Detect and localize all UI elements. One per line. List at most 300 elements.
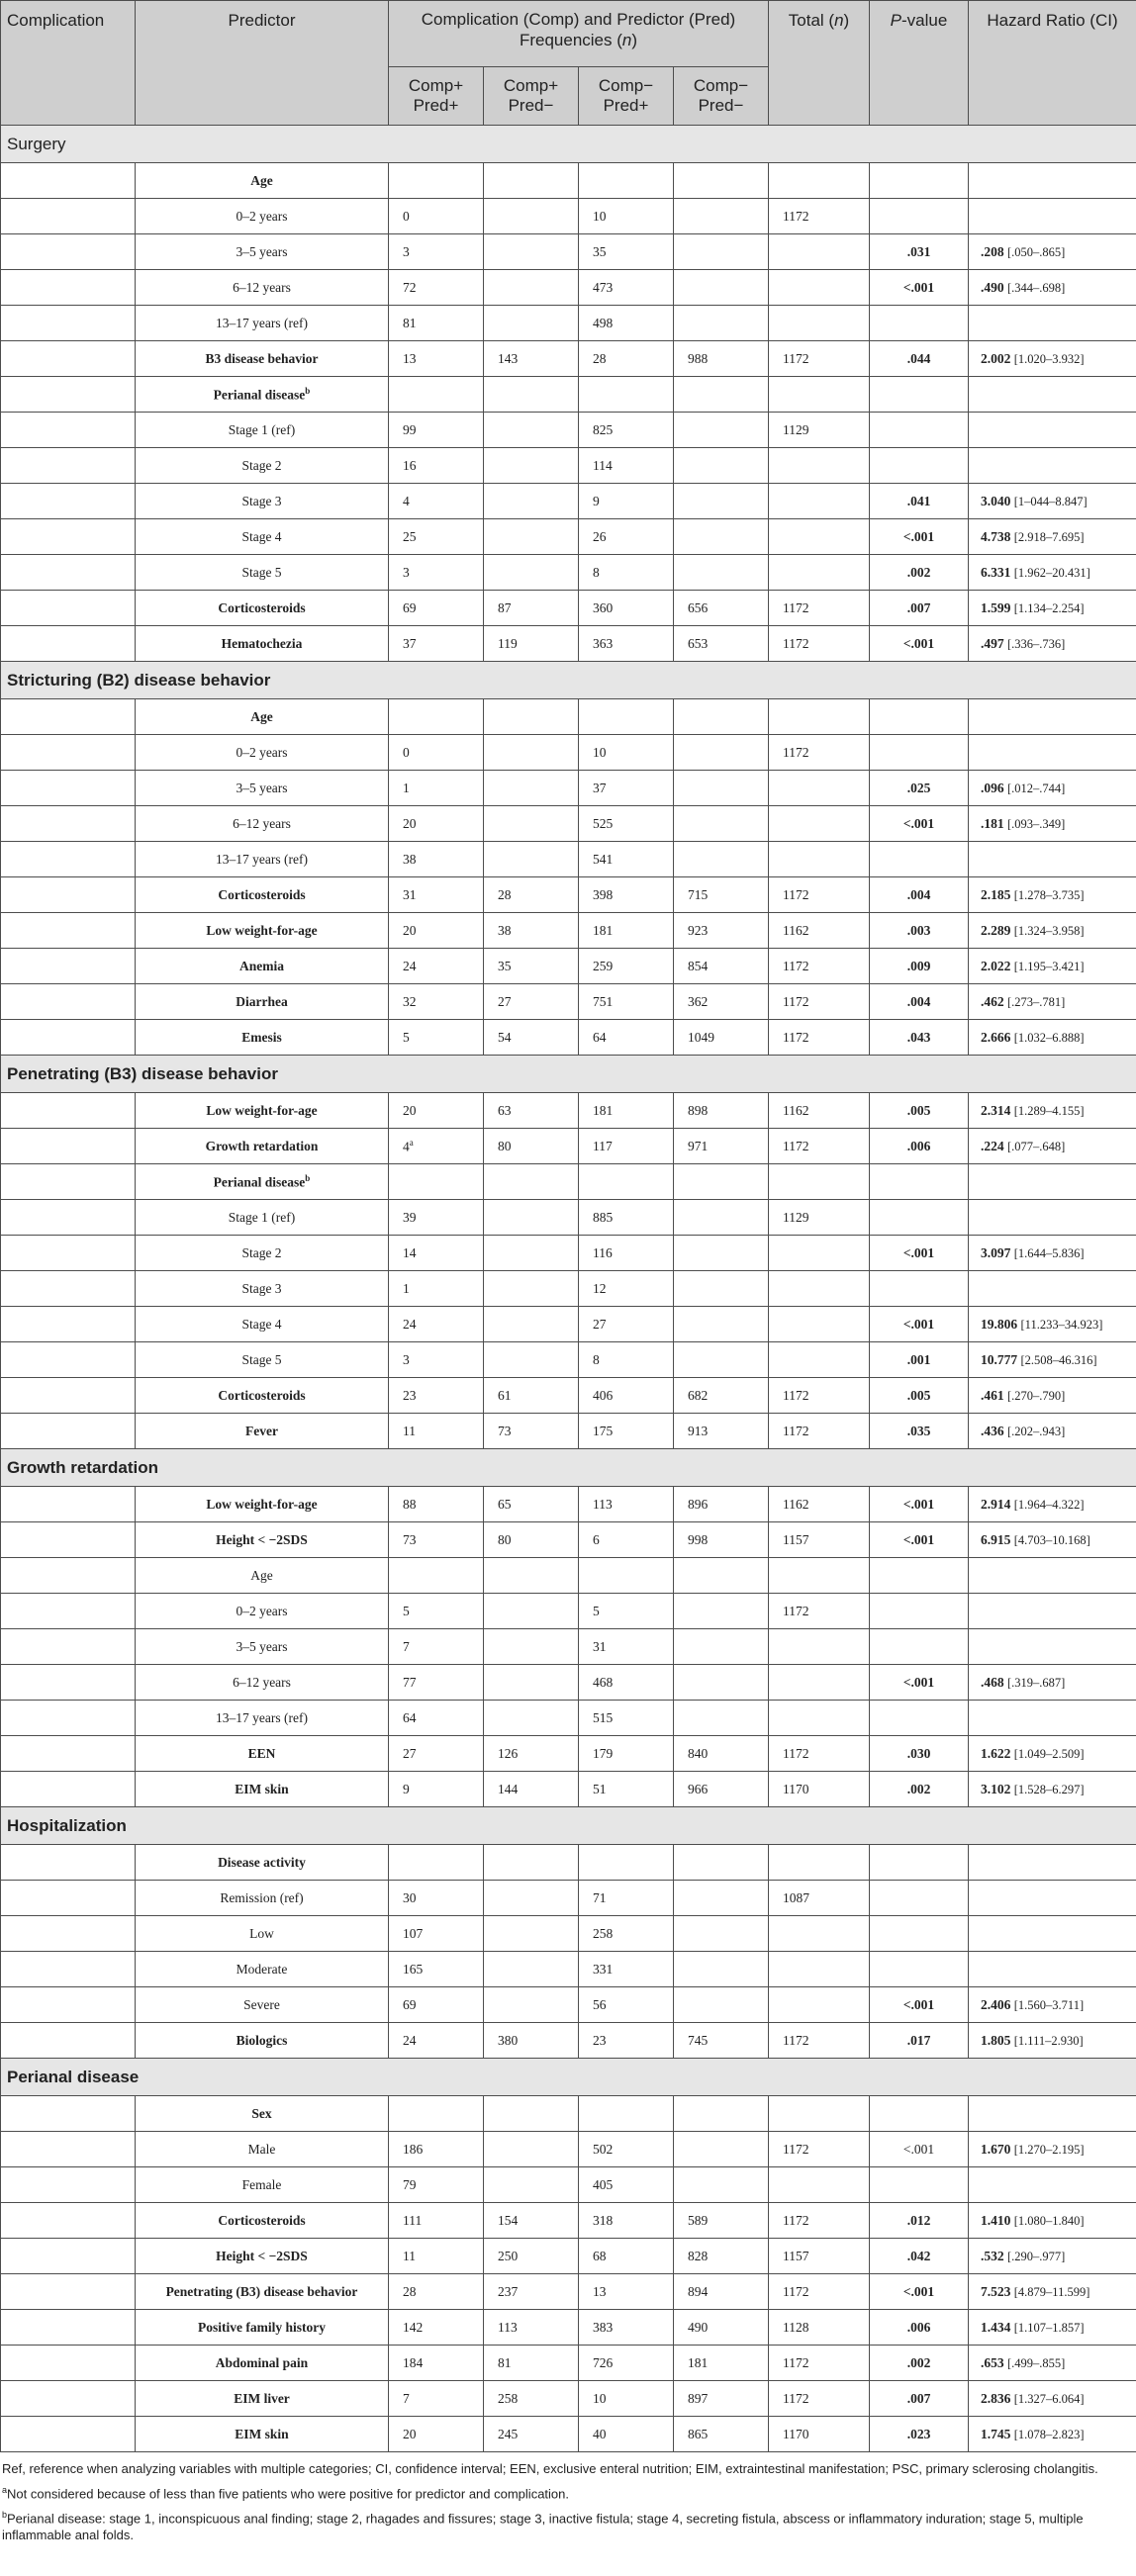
comp-pos-pred-neg-cell [484, 2274, 579, 2310]
total-value: 1172 [783, 1387, 809, 1403]
predictor-cell [136, 949, 389, 984]
comp-neg-pred-pos-value: 406 [593, 1387, 614, 1403]
confidence-interval: [.202–.943] [1007, 1424, 1066, 1438]
complication-cell [1, 1881, 136, 1916]
comp-pos-pred-neg-cell [484, 842, 579, 877]
pvalue-cell: .004 [870, 877, 969, 913]
pvalue-cell: .006 [870, 2310, 969, 2346]
table-row [1, 1487, 1136, 1522]
table-row [1, 2132, 1136, 2167]
predictor-label: Hematochezia [221, 635, 303, 651]
comp-pos-pred-neg-value: 80 [498, 1531, 512, 1547]
section-title: Hospitalization [1, 1807, 1136, 1845]
comp-pos-pred-pos-cell [389, 2239, 484, 2274]
comp-pos-pred-pos-value: 184 [403, 2354, 424, 2370]
footnote-b-mark: b [2, 2510, 8, 2521]
comp-neg-pred-neg-value: 913 [688, 1423, 709, 1438]
comp-neg-pred-neg-cell [674, 1378, 769, 1414]
total-value: 1172 [783, 2354, 809, 2370]
comp-pos-pred-pos-cell [389, 1236, 484, 1271]
comp-pos-pred-pos-value: 69 [403, 1996, 417, 2012]
predictor-label: Perianal disease [213, 1174, 306, 1190]
table-row [1, 1987, 1136, 2023]
comp-neg-pred-neg-value: 653 [688, 635, 709, 651]
comp-pos-pred-pos-value: 38 [403, 851, 417, 867]
total-value: 1172 [783, 208, 809, 224]
total-cell [769, 234, 870, 270]
total-cell [769, 1987, 870, 2023]
comp-pos-pred-neg-cell [484, 626, 579, 662]
hazard-ratio-value: 2.666 [981, 1029, 1011, 1045]
total-value: 1172 [783, 2141, 809, 2157]
complication-cell [1, 1665, 136, 1701]
comp-neg-pred-neg-cell [674, 413, 769, 448]
comp-neg-pred-pos-value: 525 [593, 815, 614, 831]
predictor-cell [136, 626, 389, 662]
comp-neg-pred-pos-cell [579, 2132, 674, 2167]
header-comp-neg-pred-pos: Comp− Pred+ [579, 67, 674, 126]
confidence-interval: [1.270–2.195] [1013, 2142, 1085, 2157]
predictor-cell [136, 1129, 389, 1164]
comp-neg-pred-pos-value: 541 [593, 851, 614, 867]
comp-neg-pred-pos-cell [579, 626, 674, 662]
predictor-label: Stage 3 [241, 1280, 282, 1296]
confidence-interval: [1.080–1.840] [1013, 2213, 1085, 2228]
predictor-label: Low weight-for-age [206, 1496, 318, 1512]
predictor-cell [136, 877, 389, 913]
pvalue-cell [870, 1629, 969, 1665]
pvalue-cell: .001 [870, 1342, 969, 1378]
total-cell [769, 1772, 870, 1807]
comp-pos-pred-pos-value: 3 [403, 243, 410, 259]
table-row [1, 842, 1136, 877]
comp-neg-pred-neg-cell [674, 1342, 769, 1378]
predictor-label: 3–5 years [236, 1638, 288, 1654]
comp-pos-pred-neg-cell [484, 2310, 579, 2346]
comp-pos-pred-neg-cell [484, 2023, 579, 2059]
comp-neg-pred-pos-value: 331 [593, 1961, 614, 1977]
comp-pos-pred-pos-cell [389, 771, 484, 806]
table-row [1, 1164, 1136, 1200]
comp-pos-pred-pos-value: 20 [403, 2426, 417, 2441]
comp-pos-pred-neg-cell [484, 1414, 579, 1449]
comp-neg-pred-neg-cell [674, 2203, 769, 2239]
comp-pos-pred-pos-cell [389, 2346, 484, 2381]
comp-neg-pred-neg-cell [674, 2167, 769, 2203]
comp-neg-pred-neg-value: 898 [688, 1102, 709, 1118]
comp-pos-pred-pos-value: 16 [403, 457, 417, 473]
confidence-interval: [.336–.736] [1007, 636, 1066, 651]
table-row [1, 2274, 1136, 2310]
predictor-cell [136, 1093, 389, 1129]
pvalue-cell: <.001 [870, 270, 969, 306]
total-value: 1172 [783, 1745, 809, 1761]
hazard-ratio-cell [969, 1414, 1136, 1449]
comp-pos-pred-pos-cell [389, 1881, 484, 1916]
pvalue-cell: .007 [870, 591, 969, 626]
pvalue-cell [870, 1701, 969, 1736]
comp-pos-pred-neg-cell [484, 2096, 579, 2132]
predictor-label: Corticosteroids [218, 599, 306, 615]
confidence-interval: [1.134–2.254] [1013, 600, 1085, 615]
comp-neg-pred-pos-cell [579, 2346, 674, 2381]
complication-cell [1, 270, 136, 306]
hazard-ratio-cell [969, 1522, 1136, 1558]
total-value: 1170 [783, 2426, 809, 2441]
predictor-label: Stage 5 [241, 1351, 282, 1367]
comp-neg-pred-pos-value: 26 [593, 528, 607, 544]
complication-cell [1, 2346, 136, 2381]
comp-neg-pred-neg-cell [674, 2310, 769, 2346]
total-value: 1129 [783, 1209, 809, 1225]
complication-cell [1, 1378, 136, 1414]
comp-pos-pred-pos-value: 0 [403, 208, 410, 224]
table-row [1, 699, 1136, 735]
predictor-cell [136, 1916, 389, 1952]
total-value: 1172 [783, 2390, 809, 2406]
hazard-ratio-value: 1.434 [981, 2319, 1011, 2335]
comp-neg-pred-pos-value: 5 [593, 1603, 600, 1618]
comp-neg-pred-pos-cell [579, 2417, 674, 2452]
comp-pos-pred-pos-value: 3 [403, 1351, 410, 1367]
comp-neg-pred-pos-cell [579, 1164, 674, 1200]
confidence-interval: [1.278–3.735] [1013, 887, 1085, 902]
complication-cell [1, 2096, 136, 2132]
comp-neg-pred-pos-value: 8 [593, 564, 600, 580]
comp-pos-pred-neg-value: 87 [498, 599, 512, 615]
predictor-cell [136, 2023, 389, 2059]
comp-neg-pred-pos-value: 825 [593, 421, 614, 437]
comp-neg-pred-neg-value: 181 [688, 2354, 709, 2370]
complication-cell [1, 519, 136, 555]
predictor-label: Height < −2SDS [216, 2248, 308, 2263]
comp-neg-pred-neg-cell [674, 306, 769, 341]
total-value: 1172 [783, 2283, 809, 2299]
pvalue-cell: .031 [870, 234, 969, 270]
comp-neg-pred-pos-cell [579, 1629, 674, 1665]
total-cell [769, 1629, 870, 1665]
comp-pos-pred-pos-value: 142 [403, 2319, 424, 2335]
predictor-cell [136, 1952, 389, 1987]
table-row [1, 163, 1136, 199]
comp-pos-pred-pos-cell [389, 1164, 484, 1200]
table-row [1, 626, 1136, 662]
comp-pos-pred-pos-cell [389, 1200, 484, 1236]
total-value: 1172 [783, 958, 809, 973]
comp-neg-pred-pos-cell [579, 591, 674, 626]
table-row [1, 591, 1136, 626]
comp-pos-pred-neg-value: 143 [498, 350, 519, 366]
complication-cell [1, 806, 136, 842]
complication-cell [1, 1522, 136, 1558]
comp-neg-pred-neg-cell [674, 1522, 769, 1558]
comp-pos-pred-pos-cell [389, 1952, 484, 1987]
complication-cell [1, 626, 136, 662]
total-cell [769, 1236, 870, 1271]
complication-cell [1, 306, 136, 341]
complication-cell [1, 877, 136, 913]
comp-neg-pred-pos-value: 68 [593, 2248, 607, 2263]
total-cell [769, 2310, 870, 2346]
comp-neg-pred-pos-value: 51 [593, 1781, 607, 1796]
comp-neg-pred-pos-cell [579, 1952, 674, 1987]
predictor-cell [136, 1522, 389, 1558]
comp-pos-pred-pos-value: 64 [403, 1709, 417, 1725]
comp-neg-pred-neg-cell [674, 1665, 769, 1701]
comp-neg-pred-neg-cell [674, 1772, 769, 1807]
comp-neg-pred-pos-value: 13 [593, 2283, 607, 2299]
comp-pos-pred-neg-value: 258 [498, 2390, 519, 2406]
comp-pos-pred-neg-value: 113 [498, 2319, 518, 2335]
comp-neg-pred-neg-cell [674, 2132, 769, 2167]
table-row [1, 2239, 1136, 2274]
predictor-label: Diarrhea [236, 993, 288, 1009]
hazard-ratio-cell [969, 1987, 1136, 2023]
comp-pos-pred-neg-cell [484, 735, 579, 771]
comp-pos-pred-pos-value: 24 [403, 958, 417, 973]
comp-neg-pred-neg-value: 971 [688, 1138, 709, 1153]
predictor-label: EEN [247, 1745, 276, 1761]
comp-neg-pred-pos-cell [579, 413, 674, 448]
pvalue-cell [870, 842, 969, 877]
hazard-ratio-cell [969, 1701, 1136, 1736]
comp-pos-pred-pos-cell [389, 2310, 484, 2346]
comp-pos-pred-pos-cell [389, 1307, 484, 1342]
hazard-ratio-cell [969, 1378, 1136, 1414]
comp-pos-pred-neg-value: 27 [498, 993, 512, 1009]
comp-neg-pred-pos-cell [579, 1129, 674, 1164]
comp-neg-pred-neg-cell [674, 1558, 769, 1594]
total-value: 1087 [783, 1889, 809, 1905]
total-cell [769, 341, 870, 377]
header-frequencies-text: Complication (Comp) and Predictor (Pred) Frequencies (n) [421, 10, 736, 50]
comp-neg-pred-neg-cell [674, 519, 769, 555]
comp-pos-pred-neg-cell [484, 1020, 579, 1056]
total-cell [769, 1845, 870, 1881]
predictor-label: Abdominal pain [215, 2354, 309, 2370]
hazard-ratio-cell [969, 1665, 1136, 1701]
table-row [1, 1881, 1136, 1916]
total-cell [769, 2417, 870, 2452]
predictor-label: Age [250, 708, 273, 724]
comp-pos-pred-pos-cell [389, 2381, 484, 2417]
predictor-cell [136, 234, 389, 270]
comp-neg-pred-neg-value: 490 [688, 2319, 709, 2335]
complication-cell [1, 2023, 136, 2059]
confidence-interval: [1.107–1.857] [1013, 2320, 1085, 2335]
hazard-ratio-cell [969, 1558, 1136, 1594]
complication-cell [1, 1342, 136, 1378]
comp-pos-pred-pos-cell [389, 2023, 484, 2059]
comp-neg-pred-neg-value: 894 [688, 2283, 709, 2299]
comp-neg-pred-neg-cell [674, 2417, 769, 2452]
predictor-cell [136, 1200, 389, 1236]
comp-pos-pred-neg-cell [484, 1200, 579, 1236]
comp-pos-pred-pos-value: 1 [403, 780, 410, 795]
value-footnote-mark: a [409, 1137, 414, 1148]
comp-pos-pred-pos-cell [389, 199, 484, 234]
comp-pos-pred-pos-value: 13 [403, 350, 417, 366]
pvalue-cell: .002 [870, 1772, 969, 1807]
complication-cell [1, 1164, 136, 1200]
complication-cell [1, 2417, 136, 2452]
comp-neg-pred-pos-value: 318 [593, 2212, 614, 2228]
predictor-label: Penetrating (B3) disease behavior [165, 2283, 358, 2299]
table-body [1, 126, 1136, 2452]
comp-neg-pred-pos-value: 116 [593, 1244, 613, 1260]
hazard-ratio-cell [969, 1736, 1136, 1772]
section-header-row [1, 2059, 1136, 2096]
hazard-ratio-cell [969, 2023, 1136, 2059]
footnote-a [2, 2482, 1136, 2502]
comp-neg-pred-pos-value: 363 [593, 635, 614, 651]
predictor-cell [136, 1164, 389, 1200]
comp-pos-pred-pos-cell [389, 413, 484, 448]
section-title: Penetrating (B3) disease behavior [1, 1056, 1136, 1093]
comp-neg-pred-neg-value: 715 [688, 886, 709, 902]
predictor-cell [136, 448, 389, 484]
comp-neg-pred-neg-value: 998 [688, 1531, 709, 1547]
hazard-ratio-cell [969, 341, 1136, 377]
comp-neg-pred-neg-cell [674, 1881, 769, 1916]
comp-neg-pred-neg-cell [674, 842, 769, 877]
hazard-ratio-value: 2.314 [981, 1102, 1011, 1118]
comp-neg-pred-pos-cell [579, 984, 674, 1020]
comp-neg-pred-neg-cell [674, 735, 769, 771]
total-value: 1170 [783, 1781, 809, 1796]
predictor-cell [136, 519, 389, 555]
table-row [1, 555, 1136, 591]
predictor-cell [136, 1881, 389, 1916]
comp-neg-pred-pos-value: 383 [593, 2319, 614, 2335]
total-value: 1162 [783, 1102, 809, 1118]
comp-neg-pred-neg-cell [674, 270, 769, 306]
predictor-cell [136, 2346, 389, 2381]
confidence-interval: [1.644–5.836] [1013, 1245, 1085, 1260]
comp-pos-pred-neg-cell [484, 1736, 579, 1772]
comp-pos-pred-pos-cell [389, 1665, 484, 1701]
comp-neg-pred-neg-cell [674, 984, 769, 1020]
comp-pos-pred-neg-value: 61 [498, 1387, 512, 1403]
table-row [1, 1093, 1136, 1129]
comp-neg-pred-pos-cell [579, 1701, 674, 1736]
comp-pos-pred-pos-value: 88 [403, 1496, 417, 1512]
complication-cell [1, 413, 136, 448]
comp-pos-pred-pos-value: 1 [403, 1280, 410, 1296]
comp-pos-pred-neg-cell [484, 2417, 579, 2452]
confidence-interval: [1.049–2.509] [1013, 1746, 1085, 1761]
hazard-ratio-value: .096 [981, 780, 1004, 795]
predictor-cell [136, 913, 389, 949]
comp-pos-pred-neg-cell [484, 771, 579, 806]
predictor-cell [136, 1987, 389, 2023]
predictor-label: Fever [245, 1423, 278, 1438]
comp-pos-pred-neg-cell [484, 1594, 579, 1629]
predictor-label: Height < −2SDS [216, 1531, 308, 1547]
comp-neg-pred-pos-cell [579, 555, 674, 591]
comp-neg-pred-pos-cell [579, 699, 674, 735]
comp-pos-pred-pos-value: 5 [403, 1029, 410, 1045]
total-cell [769, 448, 870, 484]
comp-pos-pred-pos-value: 24 [403, 2032, 417, 2048]
pvalue-cell [870, 1881, 969, 1916]
table-row [1, 1701, 1136, 1736]
comp-neg-pred-neg-value: 1049 [688, 1029, 714, 1045]
total-cell [769, 199, 870, 234]
table-row [1, 1236, 1136, 1271]
comp-pos-pred-neg-value: 126 [498, 1745, 519, 1761]
total-cell [769, 913, 870, 949]
comp-neg-pred-neg-cell [674, 1952, 769, 1987]
comp-pos-pred-pos-cell [389, 2417, 484, 2452]
comp-pos-pred-pos-value: 165 [403, 1961, 424, 1977]
comp-pos-pred-pos-cell [389, 270, 484, 306]
comp-neg-pred-pos-value: 259 [593, 958, 614, 973]
hazard-ratio-cell [969, 234, 1136, 270]
table-row [1, 2417, 1136, 2452]
total-cell [769, 2346, 870, 2381]
comp-pos-pred-pos-cell [389, 1271, 484, 1307]
comp-neg-pred-pos-cell [579, 1378, 674, 1414]
comp-pos-pred-neg-value: 65 [498, 1496, 512, 1512]
table-row [1, 2023, 1136, 2059]
comp-neg-pred-neg-value: 897 [688, 2390, 709, 2406]
comp-pos-pred-pos-cell [389, 2132, 484, 2167]
predictor-cell [136, 591, 389, 626]
total-cell [769, 1558, 870, 1594]
hazard-ratio-cell [969, 2203, 1136, 2239]
predictor-label: Stage 2 [241, 1244, 282, 1260]
predictor-label: Low [249, 1925, 274, 1941]
comp-pos-pred-pos-value: 81 [403, 315, 417, 330]
comp-neg-pred-pos-cell [579, 913, 674, 949]
predictor-label: Stage 3 [241, 493, 282, 508]
total-value: 1162 [783, 922, 809, 938]
table-row [1, 1845, 1136, 1881]
comp-neg-pred-neg-value: 923 [688, 922, 709, 938]
comp-neg-pred-pos-cell [579, 735, 674, 771]
comp-neg-pred-pos-cell [579, 484, 674, 519]
comp-pos-pred-pos-cell [389, 448, 484, 484]
hazard-ratio-cell [969, 1342, 1136, 1378]
comp-pos-pred-neg-cell [484, 1845, 579, 1881]
header-total: Total (n) [769, 1, 870, 126]
total-cell [769, 2381, 870, 2417]
total-value: 1162 [783, 1496, 809, 1512]
hazard-ratio-value: 2.914 [981, 1496, 1011, 1512]
comp-neg-pred-pos-cell [579, 2381, 674, 2417]
hazard-ratio-cell [969, 1164, 1136, 1200]
comp-neg-pred-neg-cell [674, 2274, 769, 2310]
confidence-interval: [.077–.648] [1007, 1139, 1066, 1153]
predictor-cell [136, 2096, 389, 2132]
comp-pos-pred-pos-value: 69 [403, 599, 417, 615]
comp-neg-pred-pos-cell [579, 1020, 674, 1056]
predictor-label: Stage 4 [241, 1316, 282, 1332]
comp-neg-pred-pos-cell [579, 1665, 674, 1701]
predictor-cell [136, 1307, 389, 1342]
pvalue-cell: .041 [870, 484, 969, 519]
table-row [1, 199, 1136, 234]
pvalue-cell [870, 2096, 969, 2132]
comp-pos-pred-pos-value: 11 [403, 2248, 416, 2263]
comp-pos-pred-neg-value: 38 [498, 922, 512, 938]
complication-cell [1, 735, 136, 771]
total-cell [769, 1200, 870, 1236]
predictor-label: Remission (ref) [220, 1889, 304, 1905]
predictor-label: 6–12 years [233, 279, 291, 295]
total-cell [769, 1952, 870, 1987]
